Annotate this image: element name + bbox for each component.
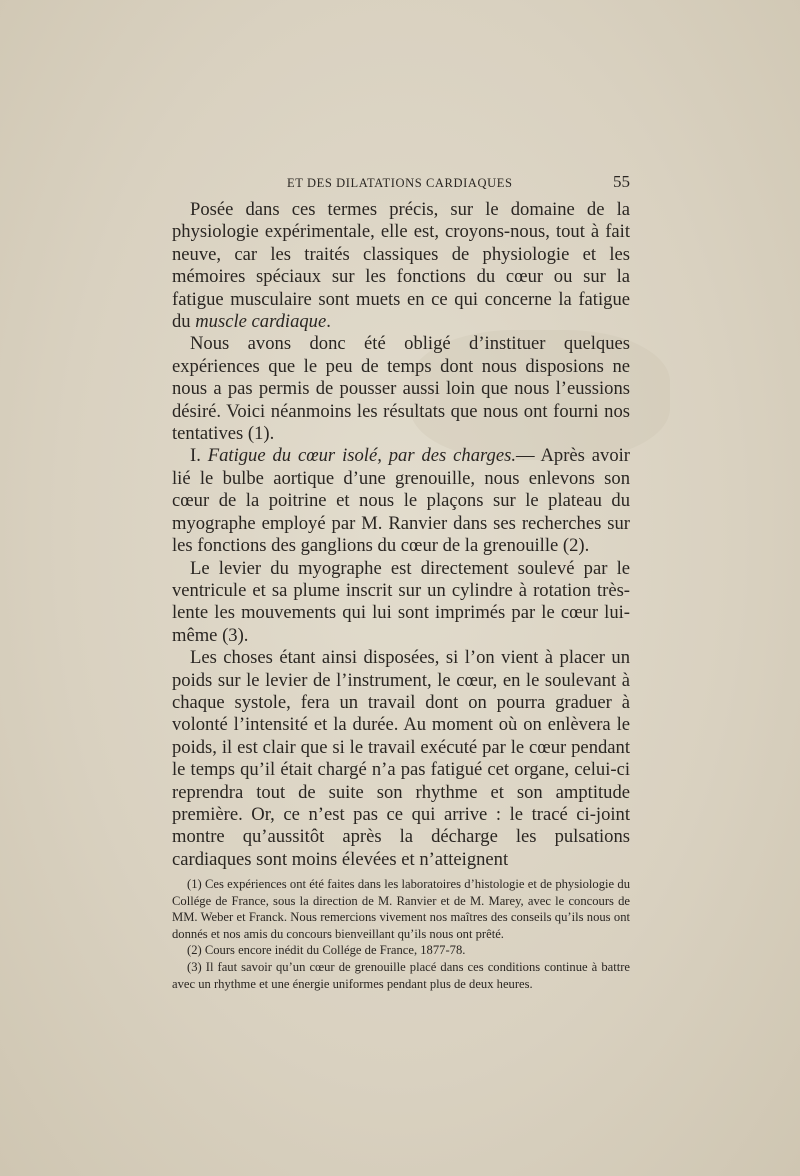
- paragraph-3-text: — Après avoir lié le bulbe aortique d’une grenouille, nous enlevons son cœur de la poitrine et nous le plaçons sur le plateau du myographe employé par M. Ranvier dans ses recherches sur les fonctions des ganglions du cœur de la grenouille (2).: [172, 445, 630, 557]
- footnotes: [172, 876, 630, 992]
- footnote-3: (3) Il faut savoir qu’un cœur de grenouille placé dans ces conditions continue à battre avec un rhythme et une énergie uniformes pendant plus de deux heures.: [172, 959, 630, 991]
- page-number: 55: [613, 172, 630, 191]
- paragraph-3-numeral: I.: [190, 445, 208, 467]
- page-header: [172, 174, 630, 196]
- paragraph-3: [172, 445, 630, 557]
- body-text: [172, 199, 630, 871]
- paragraph-1-end: .: [326, 311, 331, 333]
- footnote-2: (2) Cours encore inédit du Collége de France, 1877-78.: [187, 943, 466, 958]
- paragraph-1-text: Posée dans ces termes précis, sur le domaine de la physiologie expérimentale, elle est, croyons-nous, tout à fait neuve, car les traités classiques de physiologie et les mémoires spéciaux sur les fonctions du cœur ou sur la fatigue musculaire sont muets en ce qui concerne la fatigue du: [172, 199, 630, 333]
- footnote-1: (1) Ces expériences ont été faites dans les laboratoires d’histologie et de physiologie du Collége de France, sous la direction de M. Ranvier et de M. Marey, avec le concours de MM. Weber et Franck. Nous remercions vivement nos maîtres des conseils qu’ils nous ont donnés et nos amis du concours bienveillant qu’ils nous ont prêté.: [172, 877, 630, 941]
- running-title: ET DES DILATATIONS CARDIAQUES: [287, 176, 513, 190]
- paragraph-5: Les choses étant ainsi disposées, si l’on vient à placer un poids sur le levier de l’instrument, le cœur, en le soulevant à chaque systole, fera un travail dont on pourra graduer à volonté l’intensité et la durée. Au moment où on enlèvera le poids, il est clair que si le travail exécuté par le cœur pendant le temps qu’il était chargé n’a pas fatigué cet organe, celui-ci reprendra tout de suite son rhythme et son amptitude première. Or, ce n’est pas ce qui arrive : le tracé ci-joint montre qu’aussitôt après la décharge les pulsations cardiaques sont moins élevées et n’atteignent: [172, 647, 630, 870]
- paragraph-1-italic: muscle cardiaque: [195, 311, 327, 333]
- paragraph-1: [172, 199, 630, 333]
- paragraph-2: Nous avons donc été obligé d’instituer quelques expériences que le peu de temps dont nous disposions ne nous a pas permis de pousser aussi loin que nous l’eussions désiré. Voici néanmoins les résultats que nous ont fourni nos tentatives (1).: [172, 333, 630, 445]
- paragraph-4: Le levier du myographe est directement soulevé par le ventricule et sa plume inscrit sur un cylindre à rotation très-lente les mouvements qui lui sont imprimés par le cœur lui-même (3).: [172, 557, 630, 646]
- paragraph-3-heading: Fatigue du cœur isolé, par des charges.: [207, 445, 516, 467]
